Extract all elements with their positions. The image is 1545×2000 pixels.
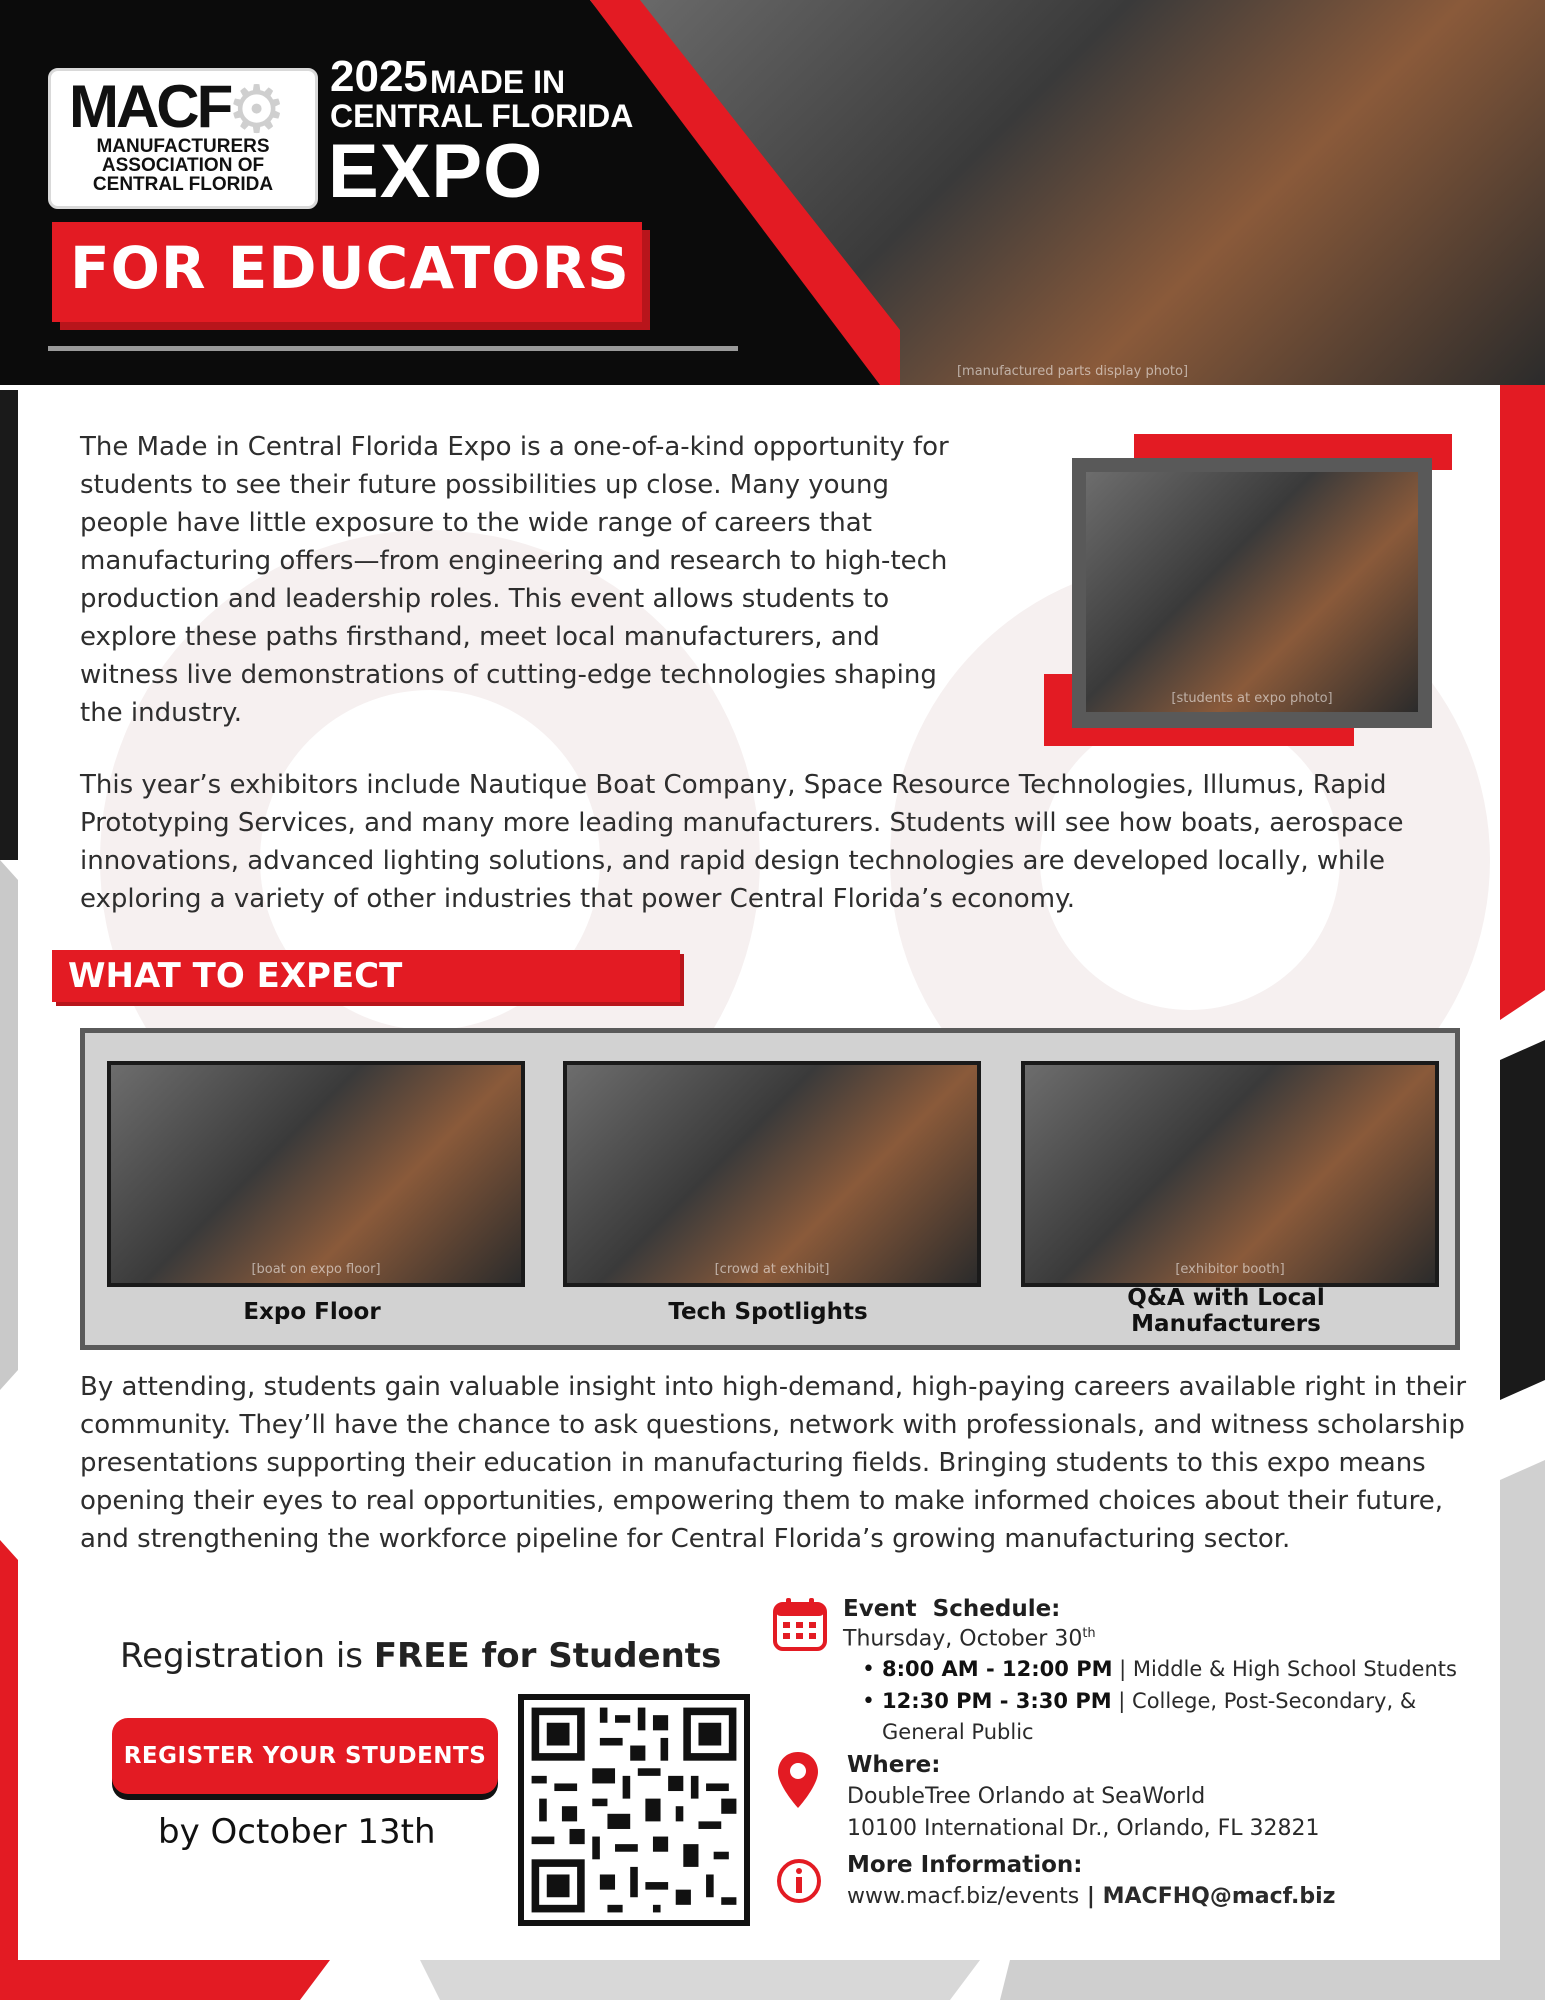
info-icon [776,1858,822,1904]
photo-placeholder: [boat on expo floor] [251,1262,381,1277]
schedule-day [843,1626,1096,1651]
tech-spotlights-photo [563,1061,981,1287]
photo-placeholder: [manufactured parts display photo] [956,364,1189,379]
intro-paragraph: The Made in Central Florida Expo is a one-of-a-kind opportunity for students to see their future possibilities up close. Many young people have little exposure to the wide range of careers that manufacturing offers—from engineering and research to high-tech production and leadership roles. This event allows students to explore these paths firsthand, meet local manufacturers, and witness live demonstrations of cutting-edge technologies shaping the industry. [80,432,949,728]
more-info-line [847,1884,1335,1909]
session-1-time: 8:00 AM - 12:00 PM [882,1657,1113,1681]
schedule-day-text: Thursday, October 30 [843,1626,1083,1652]
photo-placeholder: [students at expo photo] [1171,691,1333,706]
expo-title-line1: MADE IN [430,64,566,100]
logo-line-1: MANUFACTURERS [96,136,270,157]
session-1-audience: | Middle & High School Students [1112,1657,1457,1681]
banner-text: FOR EDUCATORS [70,234,630,302]
caption-expo-floor: Expo Floor [243,1299,381,1325]
where-address: 10100 International Dr., Orlando, FL 32821 [847,1816,1320,1841]
photo-placeholder: [exhibitor booth] [1175,1262,1285,1277]
registration-line [120,1636,721,1676]
header-divider [48,346,738,351]
events-link[interactable]: www.macf.biz/events [847,1884,1080,1909]
session-2-time: 12:30 PM - 3:30 PM [882,1689,1112,1713]
qa-photo [1021,1061,1439,1287]
email-link[interactable]: MACFHQ@macf.biz [1102,1884,1336,1909]
logo-org-name [57,137,309,194]
what-to-expect-heading [52,950,680,1002]
gear-icon: ⚙ [227,71,287,148]
logo-wordmark: MACF [69,73,231,140]
schedule-session-1 [882,1654,1492,1685]
calendar-icon [772,1596,828,1652]
registration-deadline: by October 13th [158,1812,436,1852]
expo-title-line2: CENTRAL FLORIDA [330,98,634,134]
schedule-label: Event Schedule: [843,1596,1061,1622]
where-label: Where: [847,1752,941,1778]
expo-floor-photo [107,1061,525,1287]
for-educators-banner [52,222,642,322]
registration-emphasis: FREE for Students [373,1636,722,1676]
exhibitors-paragraph: This year’s exhibitors include Nautique Boat Company, Space Resource Technologies, Illumus, Rapid Prototyping Services, and many more leading manufacturers. Students will see how boats, aerospace innovations, advanced lighting solutions, and rapid design technologies are developed locally, while exploring a variety of other industries that power Central Florida’s economy. [80,770,1404,914]
attending-paragraph: By attending, students gain valuable insight into high-demand, high-paying careers available right in their community. They’ll have the chance to ask questions, network with professionals, and witness scholarship presentations supporting their education in manufacturing fields. Bringing students to this expo means opening their eyes to real opportunities, empowering them to make informed choices about their future, and strengthening the workforce pipeline for Central Florida’s growing manufacturing sector. [80,1372,1467,1554]
info-separator: | [1079,1884,1103,1909]
schedule-session-2 [882,1686,1442,1748]
map-pin-icon [776,1750,820,1810]
caption-qa: Q&A with Local Manufacturers [1127,1285,1325,1337]
photo-placeholder: [crowd at exhibit] [714,1262,830,1277]
what-to-expect-gallery [80,1028,1460,1350]
register-students-button[interactable]: REGISTER YOUR STUDENTS [112,1718,498,1794]
logo-line-2: ASSOCIATION OF [101,155,265,176]
expo-title-word: EXPO [328,129,544,214]
section-heading-text: WHAT TO EXPECT [68,956,403,996]
registration-prefix: Registration is [120,1636,374,1676]
qr-code[interactable] [518,1694,750,1926]
students-photo [1086,472,1418,712]
more-info-label: More Information: [847,1852,1083,1878]
expo-year: 2025 [330,52,428,101]
session-2-audience: | College, Post-Secondary, & General Public [882,1689,1417,1744]
caption-tech-spotlights: Tech Spotlights [668,1299,868,1325]
macf-logo [48,68,318,209]
logo-line-3: CENTRAL FLORIDA [92,174,274,195]
where-venue: DoubleTree Orlando at SeaWorld [847,1784,1206,1809]
schedule-day-suffix: th [1082,1626,1096,1641]
